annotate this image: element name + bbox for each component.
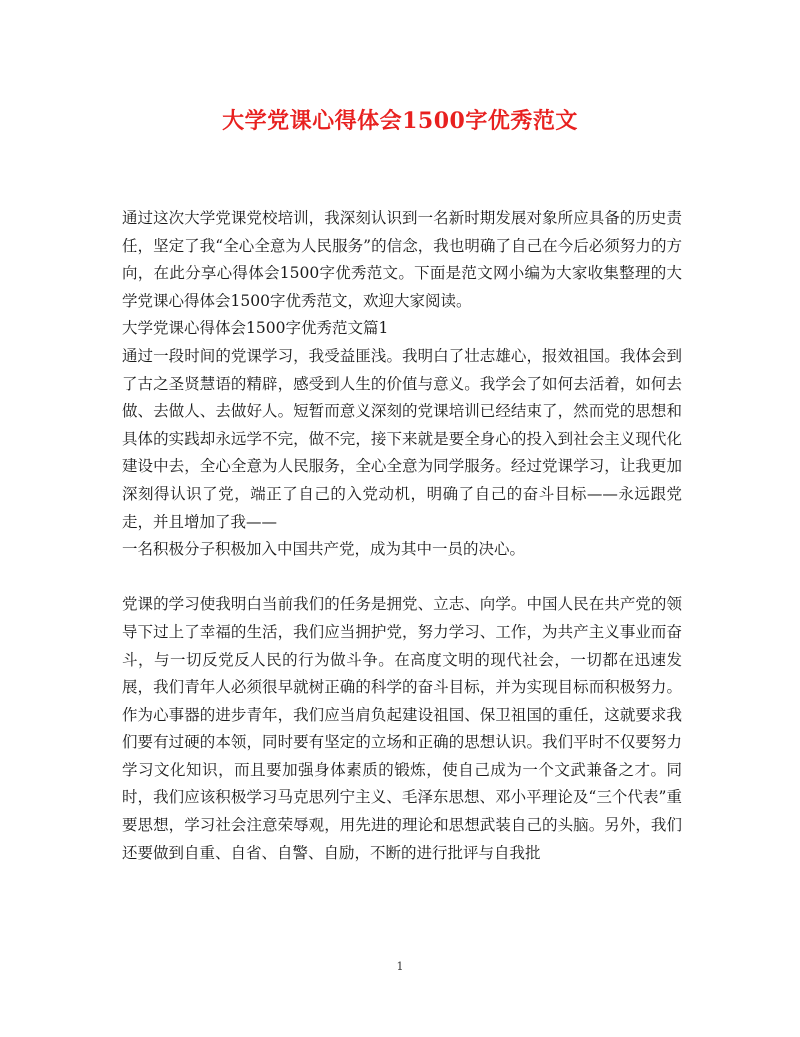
document-body	[122, 205, 682, 867]
paragraph-intro: 通过这次大学党课党校培训，我深刻认识到一名新时期发展对象所应具备的历史责任，坚定了我“全心全意为人民服务”的信念，我也明确了自己在今后必须努力的方向，在此分享心得体会1500字优秀范文。下面是范文网小编为大家收集整理的大学党课心得体会1500字优秀范文，欢迎大家阅读。	[122, 209, 682, 310]
paragraph-3: 党课的学习使我明白当前我们的任务是拥党、立志、向学。中国人民在共产党的领导下过上了幸福的生活，我们应当拥护党，努力学习、工作，为共产主义事业而奋斗，与一切反党反人民的行为做斗争。在高度文明的现代社会，一切都在迅速发展，我们青年人必须很早就树正确的科学的奋斗目标，并为实现目标而积极努力。作为心事器的进步青年，我们应当肩负起建设祖国、保卫祖国的重任，这就要求我们要有过硬的本领，同时要有坚定的立场和正确的思想认识。我们平时不仅要努力学习文化知识，而且要加强身体素质的锻炼，使自己成为一个文武兼备之才。同时，我们应该积极学习马克思列宁主义、毛泽东思想、邓小平理论及“三个代表”重要思想，学习社会注意荣辱观，用先进的理论和思想武装自己的头脑。另外，我们还要做到自重、自省、自警、自励，不断的进行批评与自我批	[122, 595, 682, 862]
paragraph-2: 一名积极分子积极加入中国共产党，成为其中一员的决心。	[122, 540, 526, 559]
paragraph-1: 通过一段时间的党课学习，我受益匪浅。我明白了壮志雄心，报效祖国。我体会到了古之圣贤慧语的精辟，感受到人生的价值与意义。我学会了如何去活着，如何去做、去做人、去做好人。短暂而意义深刻的党课培训已经结束了，然而党的思想和具体的实践却永远学不完，做不完，接下来就是要全身心的投入到社会主义现代化建设中去，全心全意为人民服务，全心全意为同学服务。经过党课学习，让我更加深刻得认识了党，端正了自己的入党动机，明确了自己的奋斗目标——永远跟党走，并且增加了我——	[122, 346, 682, 531]
page-number: 1	[396, 960, 404, 973]
document-title: 大学党课心得体会1500字优秀范文	[222, 108, 578, 134]
section-heading: 大学党课心得体会1500字优秀范文篇1	[122, 319, 389, 338]
paragraph-spacer	[122, 564, 682, 592]
